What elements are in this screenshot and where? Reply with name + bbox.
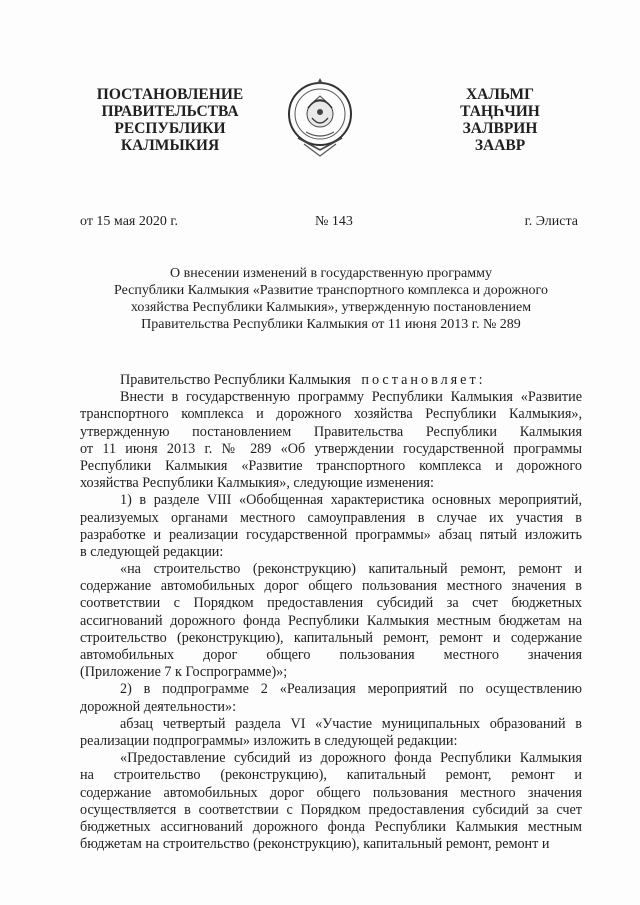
body-line: Внести в государственную программу Республики Калмыкия «Развитие [120, 389, 582, 406]
body-line: реализуемых органами местного самоуправления в случае их участия в [80, 509, 582, 526]
header-left-line: РЕСПУБЛИКИ [114, 120, 226, 137]
body-line: соответствии с Порядком предоставления субсидий за счет бюджетных [80, 595, 582, 612]
body-line: на строительство (реконструкцию), капитальный ремонт, ремонт и [80, 767, 582, 784]
title-line: Республики Калмыкия «Развитие транспортного комплекса и дорожного [114, 283, 548, 298]
body-line: утвержденную постановлением Правительства Республики Калмыкия [80, 423, 582, 440]
header-left-title [80, 86, 260, 154]
document-body [80, 372, 582, 853]
preamble-verb: постановляет: [361, 372, 486, 388]
resolution-preamble [80, 372, 582, 389]
body-line: автомобильных дорог общего пользования местного значения [80, 647, 582, 663]
title-line: Правительства Республики Калмыкия от 11 июня 2013 г. № 289 [141, 317, 521, 332]
body-line: разработке и реализации государственной программы» абзац пятый изложить [80, 526, 582, 543]
title-line: О внесении изменений в государственную программу [170, 266, 492, 281]
header-left-line: КАЛМЫКИЯ [120, 137, 220, 154]
body-line: «Предоставление субсидий из дорожного фонда Республики Калмыкия [120, 750, 582, 767]
body-line: бюджетам на строительство (реконструкцию), капитальный ремонт, ремонт и [80, 836, 550, 853]
header-right-line: ХАЛЬМГ [465, 86, 535, 103]
body-line: 2) в подпрограмме 2 «Реализация мероприятий по осуществлению [120, 681, 582, 698]
body-line: 1) в разделе VIII «Обобщенная характеристика основных мероприятий, [120, 492, 582, 509]
body-line: ассигнований дорожного фонда Республики Калмыкия местным бюджетам на [80, 612, 582, 629]
body-lines [80, 389, 582, 853]
header-left-line: ПРАВИТЕЛЬСТВА [101, 103, 239, 120]
document-date: от 15 мая 2020 г. [80, 214, 179, 229]
header-left-line: ПОСТАНОВЛЕНИЕ [96, 86, 244, 103]
body-line: содержание автомобильных дорог общего пользования местного значения в [80, 578, 582, 595]
header-right-line: ТАҢҺЧИН [460, 103, 540, 120]
body-line: Республики Калмыкия «Развитие транспортного комплекса и дорожного [80, 457, 582, 474]
body-line: содержание автомобильных дорог общего пользования местного значения [80, 784, 582, 801]
body-line: транспортного комплекса и дорожного хозяйства Республики Калмыкия», [80, 406, 582, 423]
body-line: осуществляется в соответствии с Порядком предоставления субсидий за счет [80, 801, 582, 818]
body-line: абзац четвертый раздела VI «Участие муниципальных образований в [120, 715, 582, 732]
header-right-line: ЗААВР [474, 137, 526, 154]
body-line: реализации подпрограммы» изложить в следующей редакции: [80, 732, 458, 749]
body-line: бюджетных ассигнований дорожного фонда Республики Калмыкия местным [80, 818, 582, 835]
document-city: г. Элиста [524, 214, 578, 229]
body-line: хозяйства Республики Калмыкия», следующие изменения: [80, 475, 435, 492]
document-number: № 143 [315, 214, 353, 229]
document-title [80, 265, 582, 333]
body-line: (Приложение 7 к Госпрограмме)»; [80, 664, 288, 681]
body-line: строительство (реконструкцию), капитальный ремонт, ремонт и содержание [80, 629, 582, 646]
title-line: хозяйства Республики Калмыкия», утвержденную постановлением [130, 300, 532, 315]
kalmykia-emblem-icon [284, 74, 356, 160]
body-line: «на строительство (реконструкцию) капитальный ремонт, ремонт и [120, 561, 582, 578]
body-line: дорожной деятельности»: [80, 698, 237, 715]
header-right-title [420, 86, 580, 154]
header-right-line: ЗАЛВРИН [462, 120, 538, 137]
body-line: от 11 июня 2013 г. № 289 «Об утверждении государственной программы [80, 440, 582, 457]
body-line: в следующей редакции: [80, 543, 224, 560]
preamble-subject: Правительство Республики Калмыкия [120, 372, 351, 388]
